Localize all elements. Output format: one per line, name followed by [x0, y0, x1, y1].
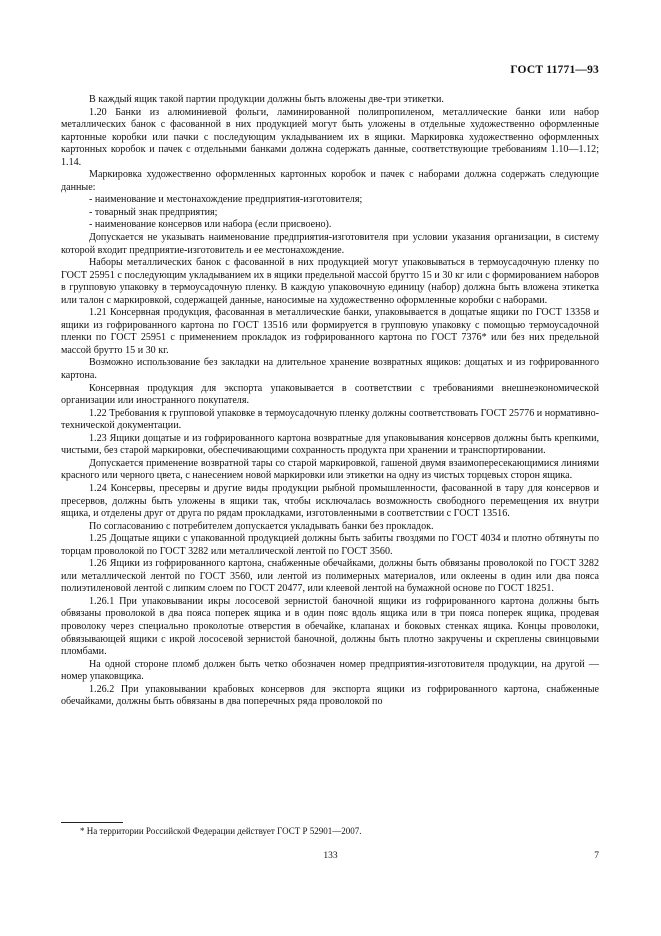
paragraph: В каждый ящик такой партии продукции должны быть вложены две-три этикетки.: [89, 94, 444, 105]
footnote-divider: [61, 822, 123, 823]
document-header-standard: ГОСТ 11771—93: [510, 64, 599, 76]
paragraph: Допускается применение возвратной тары со старой маркировкой, гашеной двумя взаимопересекающимися линиями красного или черного цвета, с нанесением новой маркировки или этикетки на одну из чистых торцевых сторон ящика.: [61, 457, 599, 482]
paragraph: Маркировка художественно оформленных картонных коробок и пачек с наборами должна содержать следующие данные:: [61, 169, 599, 193]
paragraph: Наборы металлических банок с фасованной в них продукцией могут упаковываться в термоусадочную пленку по ГОСТ 25951 с последующим укладыванием их в ящики предельной массой брутто 15 и 30 кг или с формированием наборов в групповую упаковку в термоусадочную пленку. В каждую упаковочную единицу (набор) должна быть вложена этикетка или талон с маркировкой, содержащей данные, наносимые на художественно оформленные коробки с наборами.: [61, 257, 599, 306]
page-number-center: 133: [323, 851, 338, 861]
paragraph: 1.22 Требования к групповой упаковке в термоусадочную пленку должны соответствовать ГОСТ 25776 и нормативно-технической документации.: [61, 407, 599, 432]
document-body: [61, 94, 599, 709]
paragraph: 1.25 Дощатые ящики с упакованной продукцией должны быть забиты гвоздями по ГОСТ 4034 и плотно обтянуты по торцам проволокой по ГОСТ 3282 или металлической лентой по ГОСТ 3560.: [61, 533, 599, 557]
paragraph: По согласованию с потребителем допускается укладывать банки без прокладок.: [89, 520, 434, 532]
list-item: - наименование консервов или набора (если присвоено).: [89, 219, 332, 231]
paragraph: 1.21 Консервная продукция, фасованная в металлические банки, упаковывается в дощатые ящики по ГОСТ 13358 и ящики из гофрированного картона по ГОСТ 13516 или формируется в групповую упаковку с помощью термоусадочной пленки по ГОСТ 25951 с применением прокладок из гофрированного картона по ГОСТ 7376* или без них предельной массой брутто 15 и 30 кг.: [61, 307, 599, 356]
paragraph: 1.26.2 При упаковывании крабовых консервов для экспорта ящики из гофрированного картона, снабженные обечайками, должны быть обвязаны в два поперечных ряда проволокой по: [61, 683, 599, 708]
paragraph: Консервная продукция для экспорта упаковывается в соответствии с требованиями внешнеэкономической организации или иностранного покупателя.: [61, 382, 599, 407]
paragraph: 1.26.1 При упаковывании икры лососевой зернистой баночной ящики из гофрированного картона должны быть обвязаны проволокой в два пояса поперек ящика и в один пояс вдоль ящика или в три пояса поперек ящика, продевая проволоку через специально проколотые отверстия в обечайке, клапанах и боковых стенках ящика. Концы проволоки, обвязывающей ящики с икрой лососевой зернистой баночной, должны быть плотно закручены и скреплены свинцовыми пломбами.: [61, 595, 599, 658]
paragraph: Допускается не указывать наименование предприятия-изготовителя при условии указания организации, в систему которой входит предприятие-изготовитель и ее местонахождение.: [61, 232, 599, 256]
paragraph: 1.26 Ящики из гофрированного картона, снабженные обечайками, должны быть обвязаны проволокой по ГОСТ 3282 или металлической лентой по ГОСТ 3560, или лентой из полимерных материалов, или оклеены в один или два пояса полиэтиленовой лентой с липким слоем по ГОСТ 20477, или клеевой лентой на бумажной основе по ГОСТ 18251.: [61, 558, 599, 595]
list-item: - наименование и местонахождение предприятия-изготовителя;: [89, 194, 363, 206]
paragraph: 1.20 Банки из алюминиевой фольги, ламинированной полипропиленом, металлические банки или набор металлических банок с фасованной в них продукцией могут быть уложены в отдельные художественно оформленные картонные коробки или пачки с последующим укладыванием их в ящики. Маркировка художественно оформленных картонных коробок и пачек с отдельными банками должна содержать данные, соответствующие требованиям 1.10—1.12; 1.14.: [61, 106, 599, 168]
paragraph: Возможно использование без закладки на длительное хранение возвратных ящиков: дощатых и из гофрированного картона.: [61, 357, 599, 382]
page-number-right: 7: [594, 851, 599, 861]
paragraph: На одной стороне пломб должен быть четко обозначен номер предприятия-изготовителя продукции, на другой — номер упаковщика.: [61, 658, 599, 683]
footnote: * На территории Российской Федерации действует ГОСТ Р 52901—2007.: [80, 826, 362, 836]
paragraph: 1.23 Ящики дощатые и из гофрированного картона возвратные для упаковывания консервов должны быть крепкими, чистыми, без старой маркировки, обеспечивающими сохранность продукта при хранении и транспортировании.: [61, 432, 599, 457]
list-item: - товарный знак предприятия;: [89, 206, 218, 218]
paragraph: 1.24 Консервы, пресервы и другие виды продукции рыбной промышленности, фасованной в тару для консервов и пресервов, должны быть уложены в ящики так, чтобы исключалась возможность свободного перемещения их внутри ящика, и отделены друг от друга по рядам прокладками, изготовленными в соответствии с ГОСТ 13516.: [61, 482, 599, 520]
